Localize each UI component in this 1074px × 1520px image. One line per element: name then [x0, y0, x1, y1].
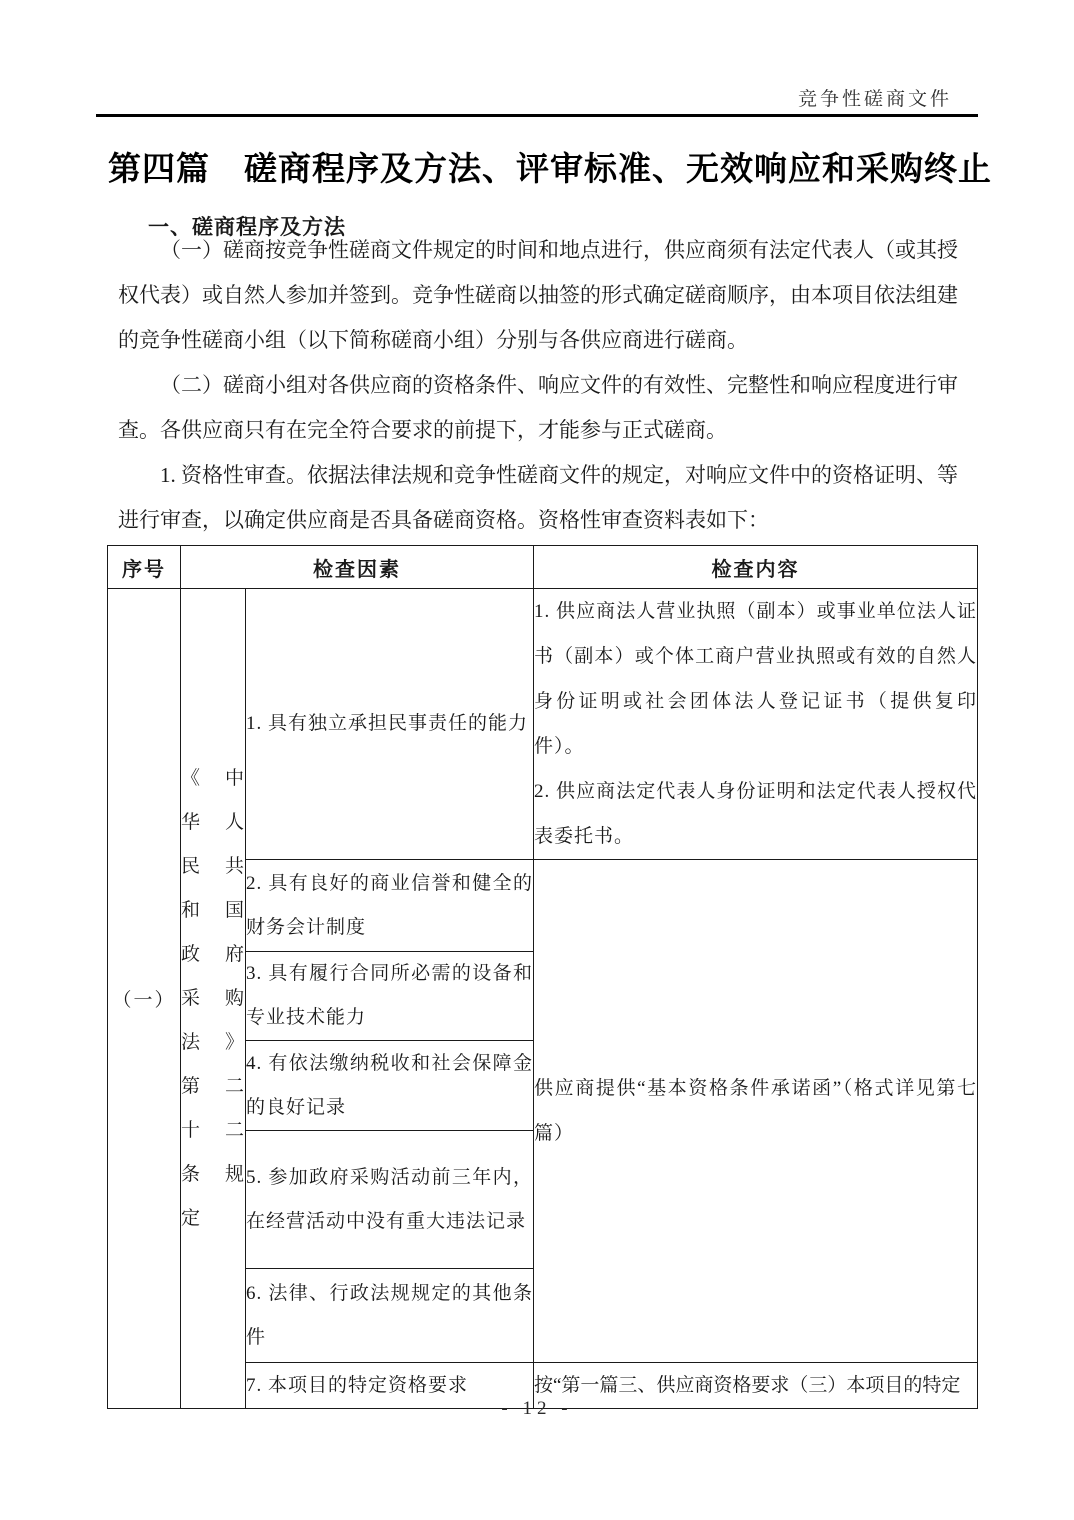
page-number: - 12 - — [501, 1398, 573, 1419]
factor-cell-6: 6. 法律、行政法规规定的其他条件 — [246, 1269, 534, 1363]
factor-cell-4: 4. 有依法缴纳税收和社会保障金的良好记录 — [246, 1041, 534, 1131]
table-header-row — [108, 546, 978, 589]
paragraph-1: （一）磋商按竞争性磋商文件规定的时间和地点进行，供应商须有法定代表人（或其授权代表）或自然人参加并签到。竞争性磋商以抽签的形式确定磋商顺序，由本项目依法组建的竞争性磋商小组（以下简称磋商小组）分别与各供应商进行磋商。 — [118, 238, 958, 352]
content-cell-1 — [534, 589, 978, 860]
doc-header-label: 竞争性磋商文件 — [797, 89, 952, 110]
qualification-review-table — [107, 545, 978, 1409]
factor-cell-2: 2. 具有良好的商业信誉和健全的财务会计制度 — [246, 860, 534, 952]
content-item: 1. 供应商法人营业执照（副本）或事业单位法人证书（副本）或个体工商户营业执照或有效的自然人身份证明或社会团体法人登记证书（提供复印件）。 — [534, 601, 977, 757]
page-title: 第四篇 磋商程序及方法、评审标准、无效响应和采购终止 — [108, 150, 992, 188]
factor-cell-1: 1. 具有独立承担民事责任的能力 — [246, 589, 534, 860]
factor-cell-3: 3. 具有履行合同所必需的设备和专业技术能力 — [246, 952, 534, 1041]
table-row — [108, 589, 978, 860]
group-number-cell: （一） — [108, 589, 181, 1409]
factor-cell-5: 5. 参加政府采购活动前三年内，在经营活动中没有重大违法记录 — [246, 1131, 534, 1269]
content-cell-2to6: 供应商提供“基本资格条件承诺函”（格式详见第七篇） — [534, 860, 978, 1363]
body-text — [118, 228, 958, 543]
paragraph-3: 1. 资格性审查。依据法律法规和竞争性磋商文件的规定，对响应文件中的资格证明、等进行审查，以确定供应商是否具备磋商资格。资格性审查资料表如下： — [118, 463, 958, 532]
content-cell-7: 按“第一篇三、供应商资格要求（三）本项目的特定 — [534, 1363, 978, 1409]
header-rule — [96, 114, 978, 117]
content-item: 2. 供应商法定代表人身份证明和法定代表人授权代表委托书。 — [534, 781, 977, 847]
factor-cell-7: 7. 本项目的特定资格要求 — [246, 1363, 534, 1409]
col-header-no: 序号 — [108, 546, 181, 589]
col-header-factor: 检查因素 — [181, 546, 534, 589]
col-header-content: 检查内容 — [534, 546, 978, 589]
law-basis-cell: 《 中 华 人 民 共 和 国 政 府 采 购 法 》 第 二 十 二 条 规 定 — [181, 589, 246, 1409]
section-heading: 一、磋商程序及方法 — [148, 215, 346, 240]
paragraph-2: （二）磋商小组对各供应商的资格条件、响应文件的有效性、完整性和响应程度进行审查。各供应商只有在完全符合要求的前提下，才能参与正式磋商。 — [118, 373, 958, 442]
